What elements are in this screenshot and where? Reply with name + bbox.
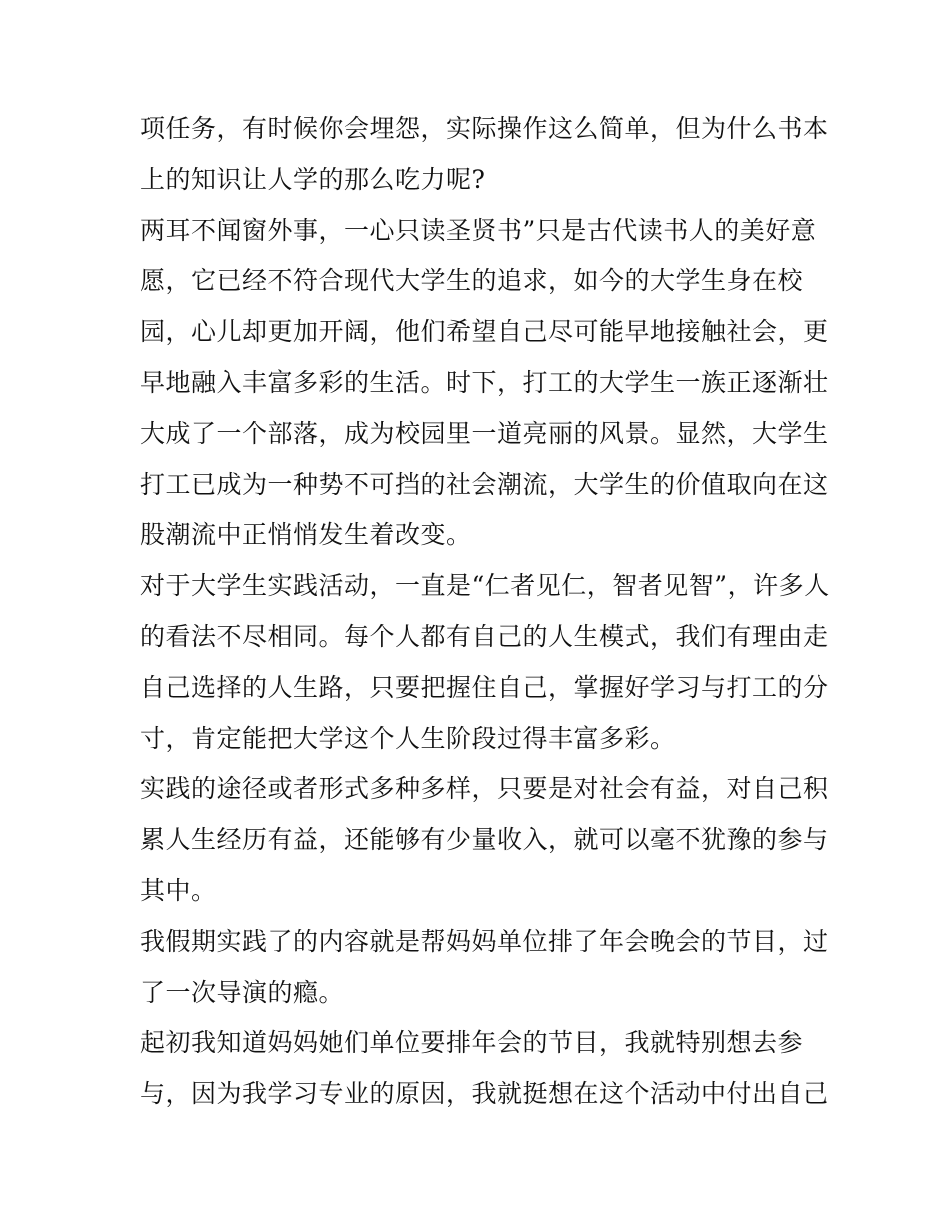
text-line: 实践的途径或者形式多种多样，只要是对社会有益，对自己积	[140, 774, 829, 804]
text-line: 我假期实践了的内容就是帮妈妈单位排了年会晚会的节目，过	[140, 926, 829, 956]
text-line: 寸，肯定能把大学这个人生阶段过得丰富多彩。	[140, 723, 676, 753]
text-line: 早地融入丰富多彩的生活。时下，打工的大学生一族正逐渐壮	[140, 367, 829, 397]
text-line: 打工已成为一种势不可挡的社会潮流，大学生的价值取向在这	[140, 469, 829, 499]
text-line: 自己选择的人生路，只要把握住自己，掌握好学习与打工的分	[140, 672, 829, 702]
text-line: 累人生经历有益，还能够有少量收入，就可以毫不犹豫的参与	[140, 825, 829, 855]
text-line: 对于大学生实践活动，一直是“仁者见仁，智者见智”，许多人	[140, 571, 830, 601]
text-line: 上的知识让人学的那么吃力呢?	[140, 164, 486, 194]
text-line: 起初我知道妈妈她们单位要排年会的节目，我就特别想去参	[140, 1028, 804, 1058]
text-line: 园，心儿却更加开阔，他们希望自己尽可能早地接触社会，更	[140, 317, 829, 347]
text-line: 大成了一个部落，成为校园里一道亮丽的风景。显然，大学生	[140, 418, 829, 448]
document-body	[140, 104, 830, 1120]
text-line: 项任务，有时候你会埋怨，实际操作这么简单，但为什么书本	[140, 114, 829, 143]
text-line: 了一次导演的瘾。	[140, 977, 345, 1007]
text-line: 愿，它已经不符合现代大学生的追求，如今的大学生身在校	[140, 266, 804, 296]
text-line: 的看法不尽相同。每个人都有自己的人生模式，我们有理由走	[140, 621, 829, 651]
text-line: 股潮流中正悄悄发生着改变。	[140, 520, 472, 550]
text-line: 两耳不闻窗外事，一心只读圣贤书”只是古代读书人的美好意	[140, 215, 817, 245]
text-line: 与，因为我学习专业的原因，我就挺想在这个活动中付出自己	[140, 1079, 829, 1109]
text-line: 其中。	[140, 875, 217, 905]
